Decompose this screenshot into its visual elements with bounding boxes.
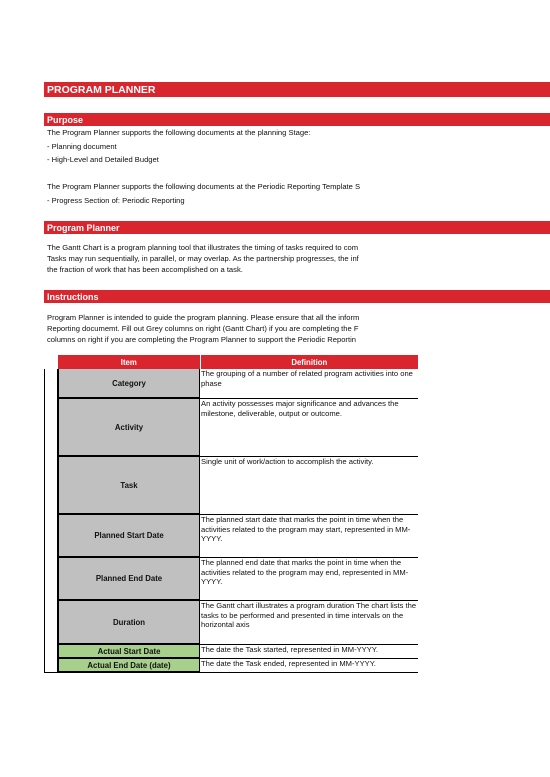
program-planner-header: [44, 221, 550, 234]
page-title: PROGRAM PLANNER: [47, 83, 156, 96]
instructions-line: Program Planner is intended to guide the program planning. Please ensure that all the inform: [47, 313, 360, 322]
left-rail-actual: [44, 645, 58, 673]
purpose-line: The Program Planner supports the following documents at the Periodic Reporting Template S: [47, 182, 361, 191]
definition-cell: The date the Task ended, represented in MM-YYYY.: [201, 659, 376, 668]
program-planner-line: The Gantt Chart is a program planning tool that illustrates the timing of tasks required to com: [47, 243, 359, 252]
item-cell: Category: [58, 369, 200, 398]
definition-column-header: Definition: [291, 357, 328, 367]
left-rail-planning: [44, 369, 58, 645]
instructions-line: Reporting documemt. Fill out Grey columns on right (Gantt Chart) if you are completing the F: [47, 324, 359, 333]
definition-cell: The date the Task started, represented in MM-YYYY.: [201, 645, 378, 654]
table-row: [58, 399, 418, 457]
purpose-line: - High-Level and Detailed Budget: [47, 155, 159, 164]
definition-cell: An activity possesses major significance and advances the milestone, deliverable, output or outcome.: [201, 399, 399, 418]
program-planner-heading: Program Planner: [47, 222, 120, 233]
purpose-line: The Program Planner supports the following documents at the planning Stage:: [47, 128, 311, 137]
purpose-header: [44, 113, 550, 126]
purpose-heading: Purpose: [47, 114, 84, 125]
instructions-header: [44, 290, 550, 303]
table-row: [58, 558, 418, 601]
title-bar: [44, 82, 550, 97]
item-column-header: Item: [58, 355, 201, 369]
definition-cell: The planned start date that marks the point in time when the activities related to the program may start, represented in MM-YYYY.: [201, 515, 411, 544]
definition-cell: The grouping of a number of related program activities into one phase: [201, 369, 413, 388]
table-row: [58, 369, 418, 399]
program-planner-line: Tasks may run sequentially, in parallel, or may overlap. As the partnership progresses, the inf: [47, 254, 359, 263]
item-cell: Planned Start Date: [58, 515, 200, 557]
definition-cell: The planned end date that marks the point in time when the activities related to the program may end, represented in MM-YYYY.: [201, 558, 409, 587]
table-row: [58, 659, 418, 673]
item-cell: Actual End Date (date): [58, 659, 200, 672]
purpose-line: - Planning document: [47, 142, 117, 151]
purpose-line: - Progress Section of: Periodic Reporting: [47, 196, 185, 205]
table-row: [58, 601, 418, 645]
item-cell: Activity: [58, 399, 200, 456]
item-cell: Duration: [58, 601, 200, 644]
table-row: [58, 645, 418, 659]
definition-cell: Single unit of work/action to accomplish the activity.: [201, 457, 374, 466]
item-cell: Task: [58, 457, 200, 514]
item-cell: Actual Start Date: [58, 645, 200, 658]
program-planner-line: the fraction of work that has been accomplished on a task.: [47, 265, 243, 274]
table-header: [58, 355, 418, 369]
definition-cell: The Gantt chart illustrates a program duration The chart lists the tasks to be performed and presented in time intervals on the horizontal axis: [201, 601, 417, 630]
instructions-line: columns on right if you are completing the Program Planner to support the Periodic Reportin: [47, 335, 356, 344]
table-row: [58, 457, 418, 515]
instructions-heading: Instructions: [47, 291, 99, 302]
item-cell: Planned End Date: [58, 558, 200, 600]
table-row: [58, 515, 418, 558]
